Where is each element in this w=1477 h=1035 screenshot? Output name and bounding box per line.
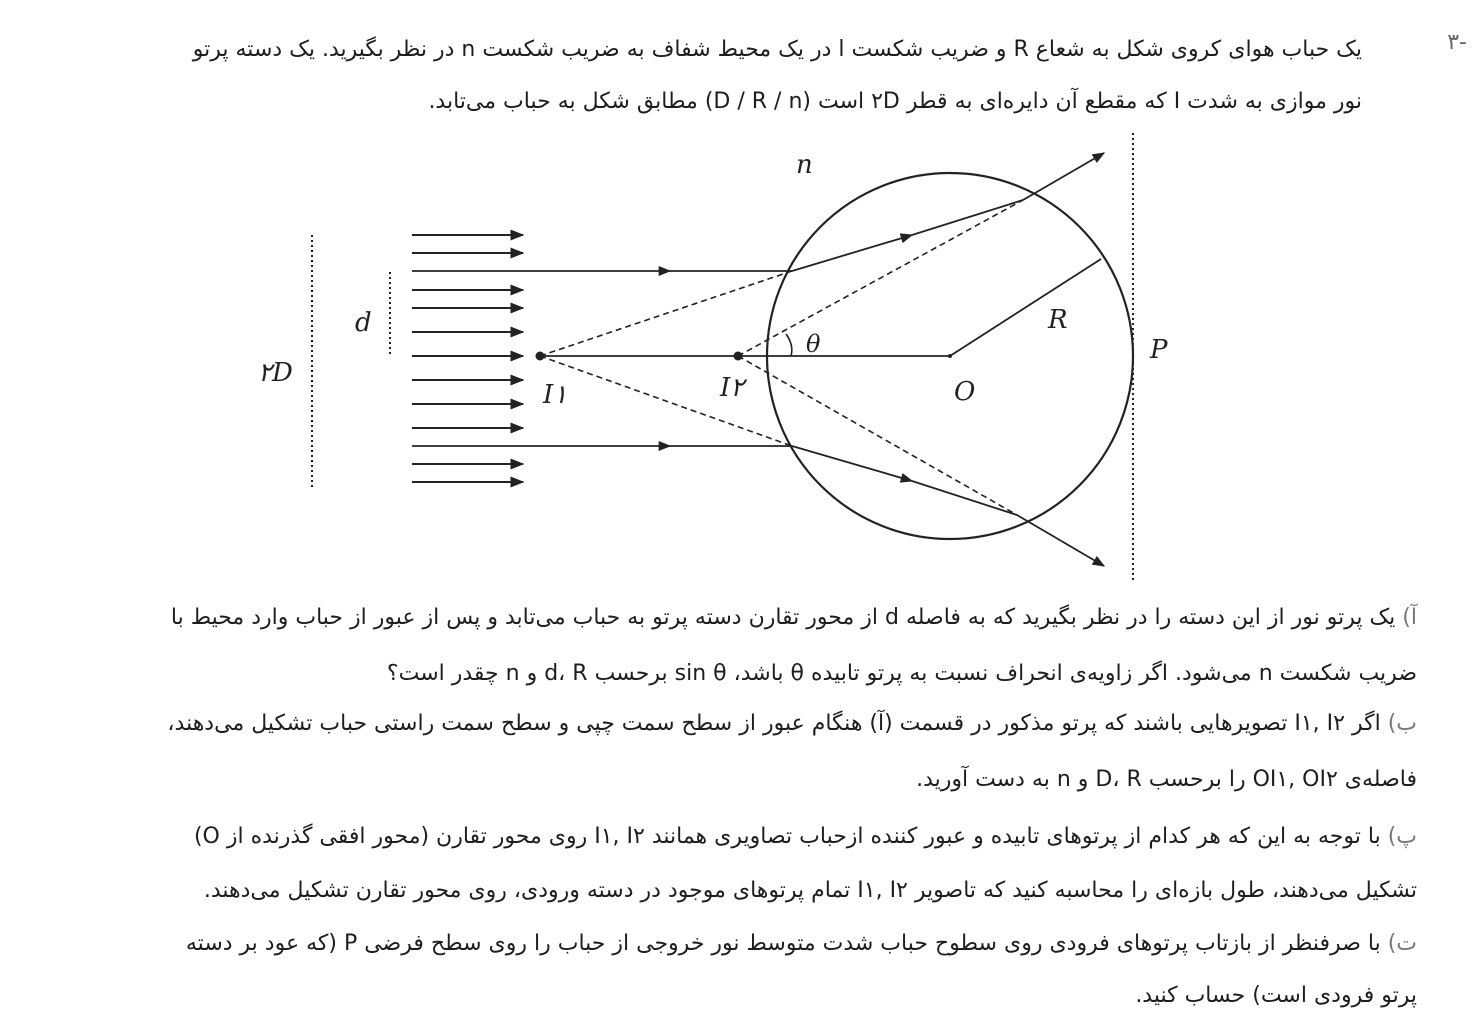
point-i1 [536, 352, 545, 361]
part-b-marker: ب) [1387, 711, 1417, 736]
label-2d: ۲D [258, 358, 293, 388]
theta-arc [786, 334, 792, 356]
part-c-marker: پ) [1387, 824, 1417, 849]
traced-rays [412, 153, 1104, 566]
incoming-beam [412, 235, 523, 482]
part-d [12, 918, 1417, 1022]
part-d-line-2: پرتو فرودی است) حساب کنید. [1135, 983, 1417, 1008]
part-c [12, 810, 1417, 918]
part-b-text-1: اگر I۱, I۲ تصویرهایی باشند که پرتو مذکور در قسمت (آ) هنگام عبور از سطح سمت چپی و سطح سمت راستی حباب تشکیل می‌دهند، [167, 711, 1381, 736]
part-b-line-2: فاصله‌ی OI۱, OI۲ را برحسب D، R و n به دست آورید. [916, 767, 1417, 792]
part-c-line-1 [12, 810, 1417, 864]
part-d-marker: ت) [1387, 931, 1417, 956]
point-i2 [734, 352, 743, 361]
label-d: d [355, 308, 372, 338]
label-i2: I۲ [720, 373, 745, 403]
part-b-line-1 [12, 696, 1417, 752]
part-a-marker: آ) [1402, 605, 1417, 630]
question-number: -۳ [1447, 30, 1467, 55]
label-theta: θ [806, 330, 821, 358]
label-n: n [796, 150, 813, 180]
intro-line-2: نور موازی به شدت I که مقطع آن دایره‌ای به قطر ۲D است (D / R / n) مطابق شکل به حباب می‌تابد. [428, 89, 1362, 114]
part-a-line-1 [12, 590, 1417, 646]
label-i1: I۱ [543, 380, 568, 410]
part-a-text-1: یک پرتو نور از این دسته را در نظر بگیرید که به فاصله d از محور تقارن دسته پرتو به حباب می‌تابد و پس از عبور از حباب وارد محیط با [170, 605, 1396, 630]
part-c-text-1: با توجه به این که هر کدام از پرتوهای تابیده و عبور کننده ازحباب تصاویری همانند I۱, I۲ روی محور تقارن (محور افقی گذرنده از O) [193, 824, 1381, 849]
part-a [12, 590, 1417, 702]
point-o [948, 354, 952, 358]
label-p: P [1150, 335, 1168, 365]
label-r: R [1048, 305, 1068, 335]
part-d-text-1: با صرفنظر از بازتاب پرتوهای فرودی روی سطوح حباب شدت متوسط نور خروجی از حباب را روی سطح فرضی P (که عود بر دسته [185, 931, 1381, 956]
label-o: O [954, 377, 976, 407]
part-d-line-1 [12, 918, 1417, 970]
intro-line-1: یک حباب هوای کروی شکل به شعاع R و ضریب شکست l در یک محیط شفاف به ضریب شکست n در نظر بگیرید. یک دسته پرتو [192, 37, 1362, 62]
part-b [12, 696, 1417, 808]
part-a-line-2: ضریب شکست n می‌شود. اگر زاویه‌ی انحراف نسبت به پرتو تابیده θ باشد، sin θ برحسب d، R و n چقدر است؟ [386, 661, 1417, 686]
radius-line [950, 259, 1101, 356]
part-c-line-2: تشکیل می‌دهند، طول بازه‌ای را محاسبه کنید که تاصویر I۱, I۲ تمام پرتوهای موجود در دسته ورودی، روی محور تقارن تشکیل می‌دهند. [203, 878, 1417, 903]
